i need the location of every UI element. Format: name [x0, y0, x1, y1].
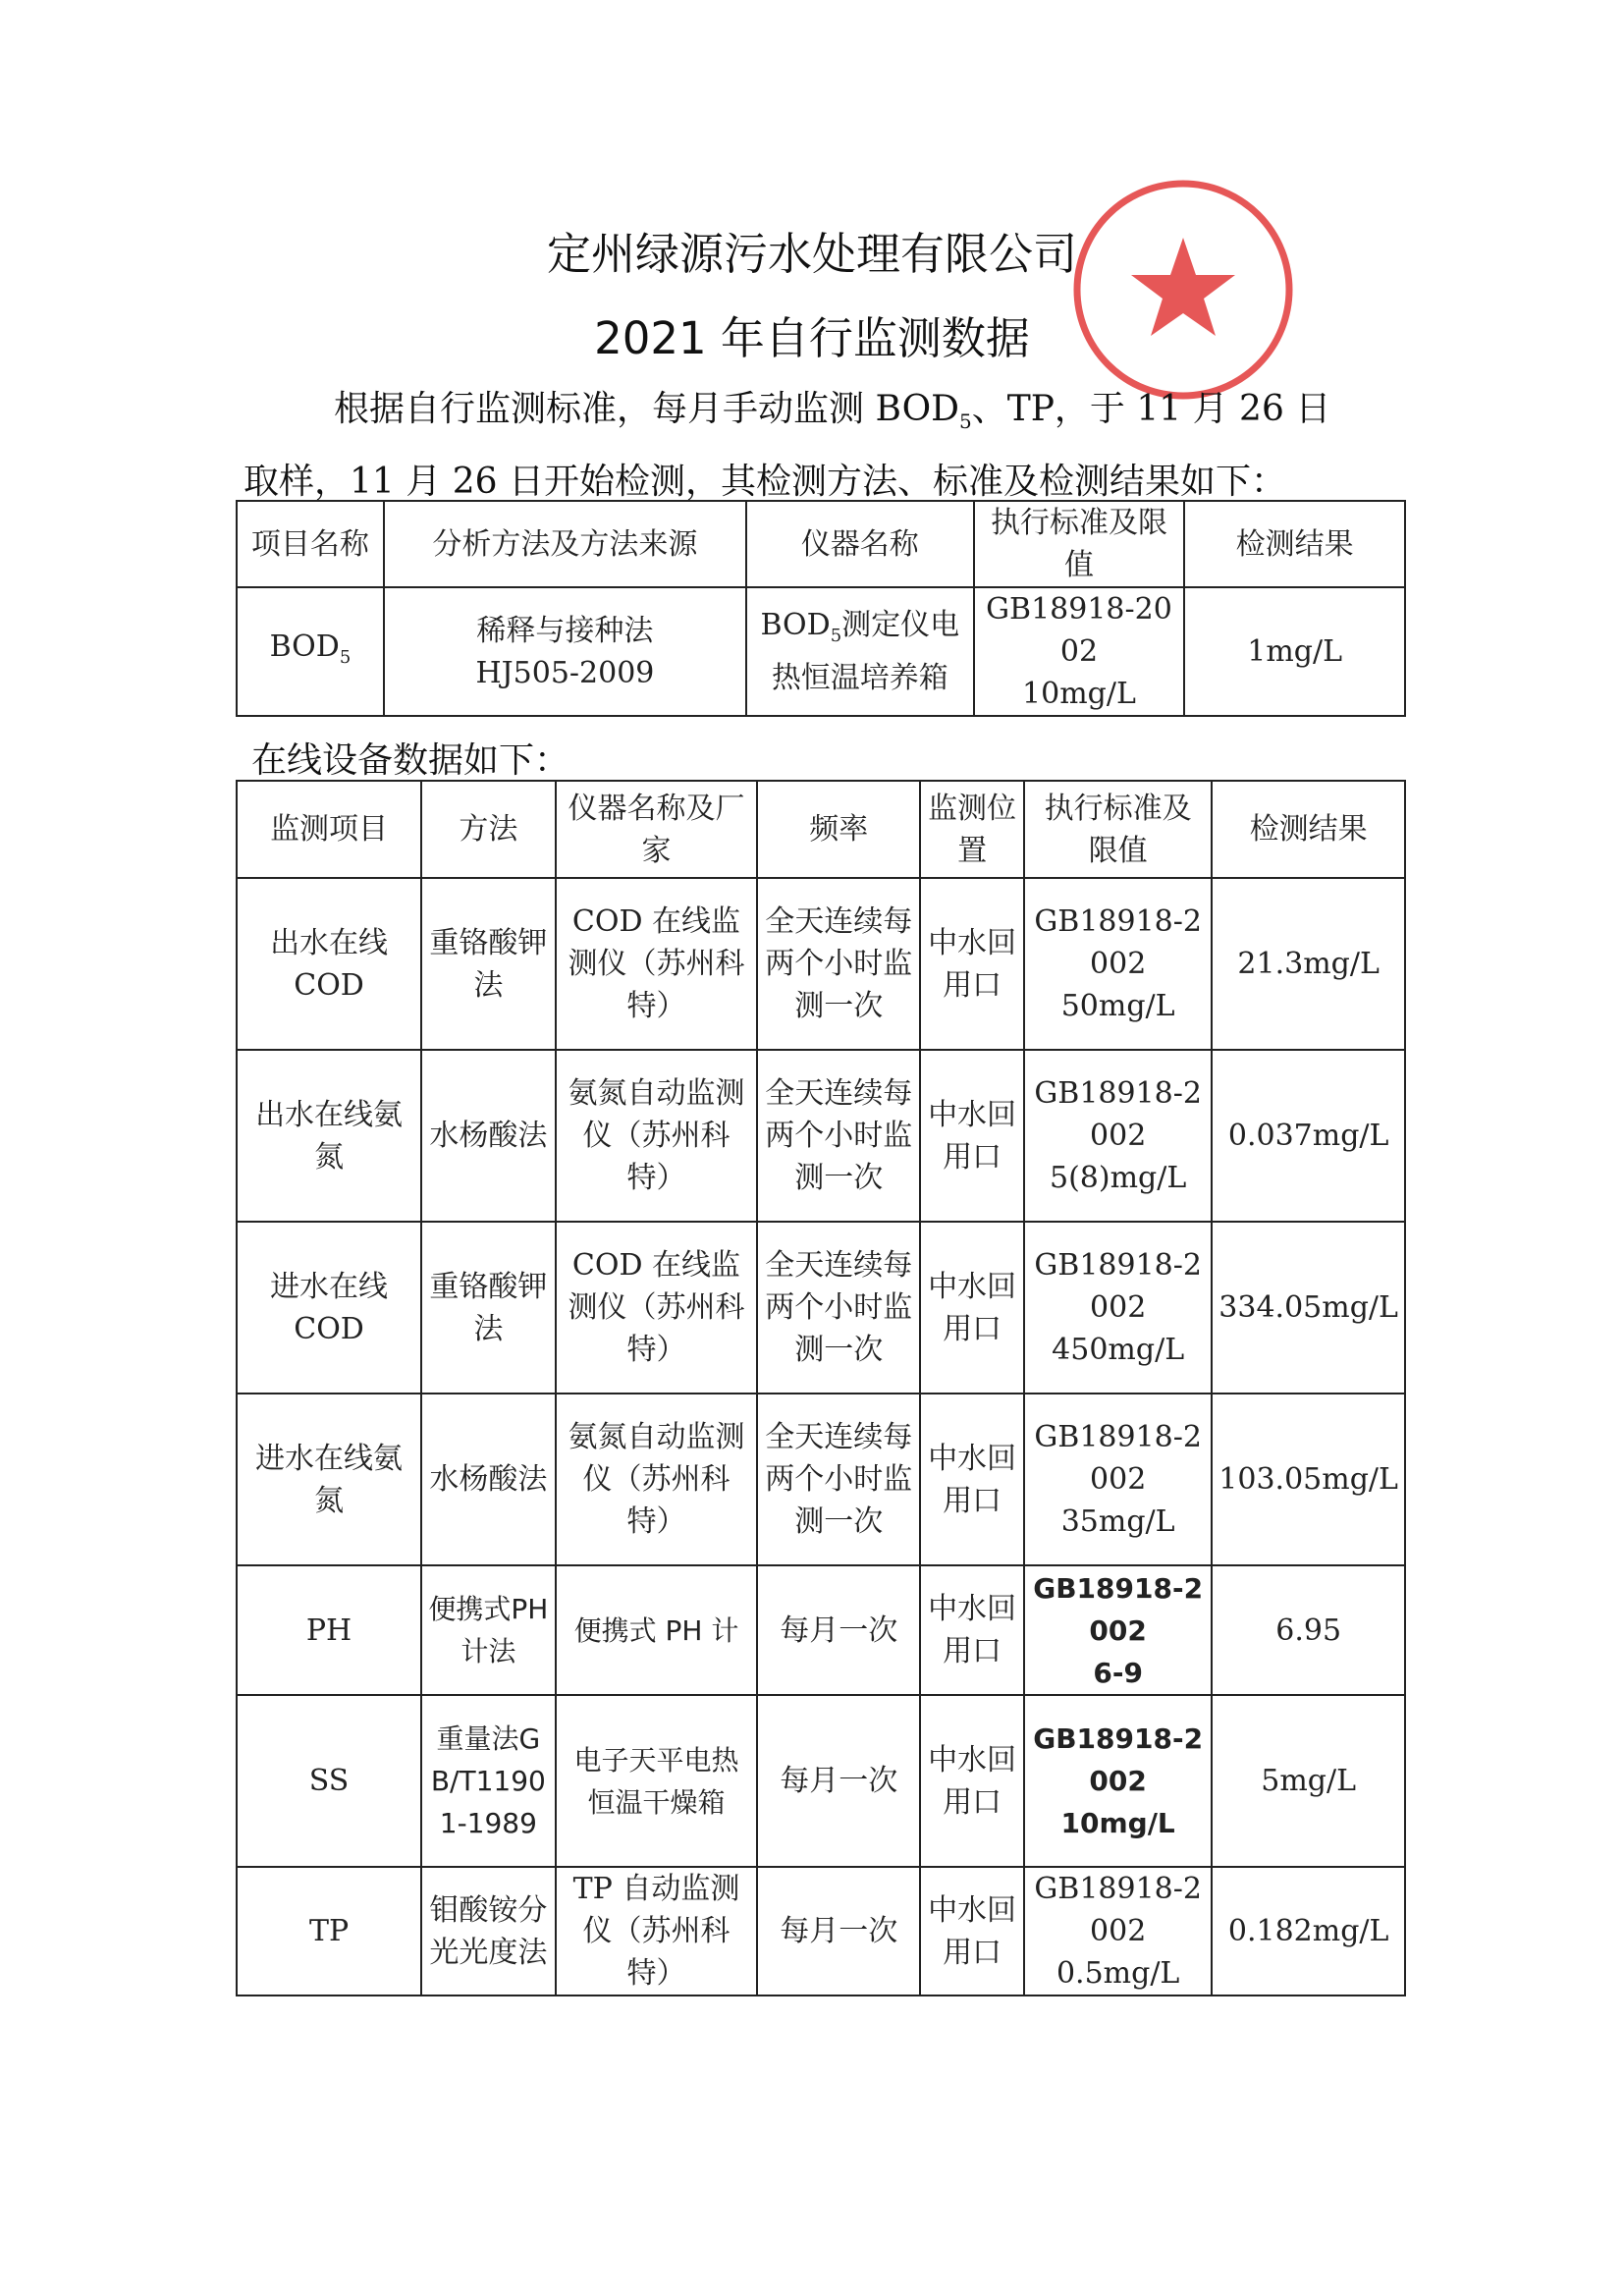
table-row — [237, 1565, 1405, 1695]
result-cell: 334.05mg/L — [1212, 1222, 1405, 1394]
frequency-cell: 全天连续每两个小时监测一次 — [757, 1222, 920, 1394]
intro-line-1: 根据自行监测标准，每月手动监测 $BOD_5$、TP，于 11 月 26 日 — [334, 389, 1331, 434]
location-cell: 中水回用口 — [920, 1565, 1024, 1695]
header-cell: 频率 — [757, 781, 920, 878]
standard-cell: GB18918-2002 35mg/L — [1024, 1394, 1212, 1565]
online-section-label: 在线设备数据如下： — [251, 740, 570, 781]
table-row — [237, 878, 1405, 1050]
instrument-cell: 电子天平电热恒温干燥箱 — [556, 1695, 758, 1867]
table-row — [237, 1695, 1405, 1867]
item-cell: TP — [237, 1867, 421, 1995]
item-cell: 进水在线氨氮 — [237, 1394, 421, 1565]
header-cell: 仪器名称 — [746, 501, 974, 587]
header-cell: 执行标准及限值 — [1024, 781, 1212, 878]
result-cell: 1mg/L — [1184, 587, 1405, 716]
standard-cell: GB18918-2002 450mg/L — [1024, 1222, 1212, 1394]
instrument-cell: 便携式 PH 计 — [556, 1565, 758, 1695]
location-cell: 中水回用口 — [920, 1867, 1024, 1995]
location-cell: 中水回用口 — [920, 878, 1024, 1050]
frequency-cell: 每月一次 — [757, 1695, 920, 1867]
method-cell: 水杨酸法 — [421, 1394, 555, 1565]
standard-cell: GB18918-2002 10mg/L — [1024, 1695, 1212, 1867]
frequency-cell: 全天连续每两个小时监测一次 — [757, 878, 920, 1050]
instrument-cell: TP 自动监测仪（苏州科特） — [556, 1867, 758, 1995]
standard-cell: GB18918-2002 6-9 — [1024, 1565, 1212, 1695]
method-cell: 重量法GB/T11901-1989 — [421, 1695, 555, 1867]
method-cell: 重铬酸钾法 — [421, 878, 555, 1050]
item-cell: 进水在线COD — [237, 1222, 421, 1394]
location-cell: 中水回用口 — [920, 1050, 1024, 1222]
item-cell: 出水在线氨氮 — [237, 1050, 421, 1222]
report-subtitle: 2021 年自行监测数据 — [594, 312, 1030, 364]
header-cell: 项目名称 — [237, 501, 384, 587]
header-cell: 执行标准及限值 — [974, 501, 1185, 587]
method-cell: 重铬酸钾法 — [421, 1222, 555, 1394]
intro-paragraph — [245, 379, 1394, 512]
result-cell: 21.3mg/L — [1212, 878, 1405, 1050]
location-cell: 中水回用口 — [920, 1394, 1024, 1565]
company-seal — [1070, 177, 1296, 403]
item-cell: PH — [237, 1565, 421, 1695]
table-row — [237, 587, 1405, 716]
header-cell: 方法 — [421, 781, 555, 878]
table-header-row — [237, 501, 1405, 587]
method-cell: 钼酸铵分光光度法 — [421, 1867, 555, 1995]
result-cell: 6.95 — [1212, 1565, 1405, 1695]
frequency-cell: 全天连续每两个小时监测一次 — [757, 1050, 920, 1222]
intro-line-2: 取样，11 月 26 日开始检测，其检测方法、标准及检测结果如下： — [244, 462, 1286, 503]
result-cell: 0.182mg/L — [1212, 1867, 1405, 1995]
header-cell: 分析方法及方法来源 — [384, 501, 746, 587]
table-row — [237, 1050, 1405, 1222]
result-cell: 103.05mg/L — [1212, 1394, 1405, 1565]
table-row — [237, 1394, 1405, 1565]
manual-monitoring-table — [236, 500, 1406, 717]
header-cell: 仪器名称及厂家 — [556, 781, 758, 878]
standard-cell: GB18918-2002 10mg/L — [974, 587, 1185, 716]
instrument-cell: COD 在线监测仪（苏州科特） — [556, 1222, 758, 1394]
header-cell: 检测结果 — [1212, 781, 1405, 878]
result-cell: 0.037mg/L — [1212, 1050, 1405, 1222]
frequency-cell: 每月一次 — [757, 1867, 920, 1995]
table-row — [237, 1867, 1405, 1995]
location-cell: 中水回用口 — [920, 1695, 1024, 1867]
company-title: 定州绿源污水处理有限公司 — [546, 228, 1077, 280]
method-cell: 便携式PH 计法 — [421, 1565, 555, 1695]
table-row — [237, 1222, 1405, 1394]
standard-cell: GB18918-2002 0.5mg/L — [1024, 1867, 1212, 1995]
method-cell: 水杨酸法 — [421, 1050, 555, 1222]
online-monitoring-table — [236, 780, 1406, 1996]
header-cell: 检测结果 — [1184, 501, 1405, 587]
standard-cell: GB18918-2002 5(8)mg/L — [1024, 1050, 1212, 1222]
instrument-cell: COD 在线监测仪（苏州科特） — [556, 878, 758, 1050]
item-cell: $BOD_5$ — [237, 587, 384, 716]
header-cell: 监测位置 — [920, 781, 1024, 878]
instrument-cell: $BOD_5$测定仪电热恒温培养箱 — [746, 587, 974, 716]
table-header-row — [237, 781, 1405, 878]
location-cell: 中水回用口 — [920, 1222, 1024, 1394]
item-cell: SS — [237, 1695, 421, 1867]
instrument-cell: 氨氮自动监测仪（苏州科特） — [556, 1394, 758, 1565]
result-cell: 5mg/L — [1212, 1695, 1405, 1867]
standard-cell: GB18918-2002 50mg/L — [1024, 878, 1212, 1050]
item-cell: 出水在线COD — [237, 878, 421, 1050]
header-cell: 监测项目 — [237, 781, 421, 878]
frequency-cell: 全天连续每两个小时监测一次 — [757, 1394, 920, 1565]
method-cell: 稀释与接种法 HJ505-2009 — [384, 587, 746, 716]
instrument-cell: 氨氮自动监测仪（苏州科特） — [556, 1050, 758, 1222]
frequency-cell: 每月一次 — [757, 1565, 920, 1695]
